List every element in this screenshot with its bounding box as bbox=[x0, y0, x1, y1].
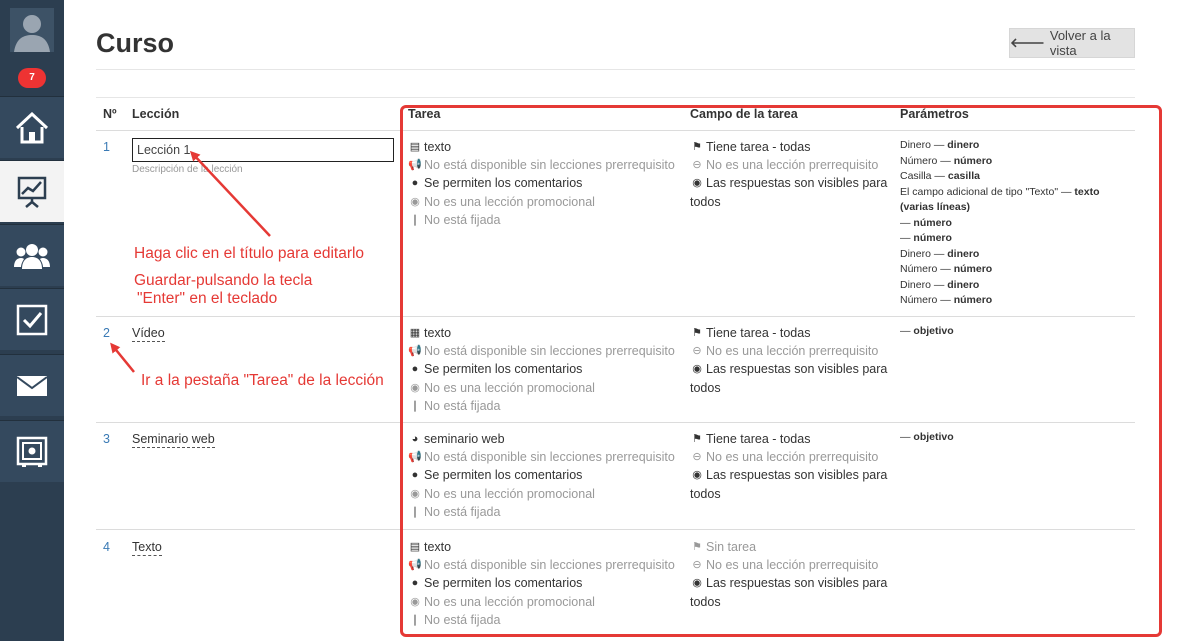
minus-circle-icon: ⊖ bbox=[692, 559, 702, 572]
arrow-to-number bbox=[112, 345, 134, 372]
param-line: — objetivo bbox=[900, 325, 954, 337]
lesson-title-input[interactable]: Lección 1 bbox=[132, 138, 394, 162]
field-task: Tiene tarea - todas bbox=[706, 140, 811, 154]
task-promo: No es una lección promocional bbox=[424, 486, 595, 501]
lesson-title[interactable]: Vídeo bbox=[132, 326, 165, 340]
task-type: texto bbox=[424, 326, 452, 340]
lesson-number[interactable]: 1 bbox=[103, 140, 110, 154]
task-type: seminario web bbox=[424, 432, 505, 446]
param-line: Casilla — casilla bbox=[900, 170, 980, 182]
annotation-save: Guardar-pulsando la tecla bbox=[134, 272, 313, 289]
task-prereq: No está disponible sin lecciones prerrequisito bbox=[424, 158, 675, 173]
annotation-save-enter: "Enter" en el teclado bbox=[137, 290, 278, 307]
col-header-field: Campo de la tarea bbox=[690, 107, 798, 121]
task-comments: Se permiten los comentarios bbox=[424, 176, 583, 191]
megaphone-icon: 📢 bbox=[408, 451, 422, 464]
task-pinned: No está fijada bbox=[424, 612, 501, 627]
field-prereq: No es una lección prerrequisito bbox=[706, 450, 879, 465]
video-icon: ▦ bbox=[409, 327, 421, 339]
comments-icon: ● bbox=[411, 469, 419, 482]
col-header-lesson: Lección bbox=[132, 107, 180, 121]
task-comments: Se permiten los comentarios bbox=[424, 362, 583, 377]
pin-icon: ❙ bbox=[410, 213, 420, 226]
lesson-number[interactable]: 2 bbox=[103, 326, 110, 340]
field-prereq: No es una lección prerrequisito bbox=[706, 344, 879, 359]
lesson-number[interactable]: 3 bbox=[103, 432, 110, 446]
param-line: Número — número bbox=[900, 294, 993, 306]
minus-circle-icon: ⊖ bbox=[692, 159, 702, 172]
flag-icon: ⚑ bbox=[692, 327, 702, 339]
col-header-task: Tarea bbox=[408, 107, 441, 121]
field-answers-cont: todos bbox=[690, 486, 721, 501]
eye-icon: ◉ bbox=[692, 577, 702, 590]
notification-badge[interactable]: 7 bbox=[18, 68, 46, 88]
task-comments: Se permiten los comentarios bbox=[424, 468, 583, 483]
arrow-to-title bbox=[192, 153, 270, 236]
page-title: Curso bbox=[96, 28, 175, 58]
param-line: Número — número bbox=[900, 263, 993, 275]
comments-icon: ● bbox=[411, 577, 419, 590]
megaphone-icon: 📢 bbox=[408, 159, 422, 172]
flag-icon: ⚑ bbox=[692, 433, 702, 445]
param-line: — número bbox=[900, 216, 952, 229]
task-type: texto bbox=[424, 140, 452, 154]
col-header-params: Parámetros bbox=[900, 107, 969, 121]
task-prereq: No está disponible sin lecciones prerrequisito bbox=[424, 558, 675, 573]
task-prereq: No está disponible sin lecciones prerrequisito bbox=[424, 344, 675, 359]
task-comments: Se permiten los comentarios bbox=[424, 576, 583, 591]
param-line: Dinero — dinero bbox=[900, 139, 980, 151]
field-answers-cont: todos bbox=[690, 380, 721, 395]
megaphone-icon: 📢 bbox=[408, 345, 422, 358]
field-answers: Las respuestas son visibles para bbox=[706, 468, 888, 483]
lesson-description[interactable]: Descripción de la lección bbox=[132, 164, 243, 175]
megaphone-icon: 📢 bbox=[408, 559, 422, 572]
headphones-icon: ◕ bbox=[411, 433, 419, 445]
pin-icon: ❙ bbox=[410, 613, 420, 626]
flag-icon: ⚑ bbox=[692, 141, 702, 153]
annotation-go-task: Ir a la pestaña "Tarea" de la lección bbox=[141, 372, 384, 389]
field-answers-cont: todos bbox=[690, 594, 721, 609]
task-pinned: No está fijada bbox=[424, 504, 501, 519]
task-promo: No es una lección promocional bbox=[424, 194, 595, 209]
annotation-edit-title: Haga clic en el título para editarlo bbox=[134, 245, 365, 262]
field-task: Tiene tarea - todas bbox=[706, 326, 811, 340]
comments-icon: ● bbox=[411, 177, 419, 190]
param-line: Dinero — dinero bbox=[900, 278, 980, 291]
pin-icon: ❙ bbox=[410, 399, 420, 412]
param-line: Número — número bbox=[900, 154, 993, 167]
promo-icon: ◉ bbox=[410, 195, 420, 208]
field-answers-cont: todos bbox=[690, 194, 721, 209]
field-prereq: No es una lección prerrequisito bbox=[706, 158, 879, 173]
param-line: El campo adicional de tipo "Texto" — texto bbox=[900, 185, 1100, 198]
field-prereq: No es una lección prerrequisito bbox=[706, 558, 879, 573]
minus-circle-icon: ⊖ bbox=[692, 451, 702, 464]
param-line: — objetivo bbox=[900, 431, 954, 443]
minus-circle-icon: ⊖ bbox=[692, 345, 702, 358]
field-answers: Las respuestas son visibles para bbox=[706, 576, 888, 591]
back-button-label: Volver a la vista bbox=[1049, 28, 1111, 58]
eye-icon: ◉ bbox=[692, 177, 702, 190]
field-answers: Las respuestas son visibles para bbox=[706, 362, 888, 377]
eye-icon: ◉ bbox=[692, 363, 702, 376]
promo-icon: ◉ bbox=[410, 381, 420, 394]
promo-icon: ◉ bbox=[410, 595, 420, 608]
promo-icon: ◉ bbox=[410, 487, 420, 500]
text-doc-icon: ▤ bbox=[409, 141, 421, 153]
task-promo: No es una lección promocional bbox=[424, 380, 595, 395]
param-line: (varias líneas) bbox=[900, 201, 971, 213]
flag-icon: ⚑ bbox=[692, 541, 702, 553]
task-prereq: No está disponible sin lecciones prerrequisito bbox=[424, 450, 675, 465]
task-pinned: No está fijada bbox=[424, 398, 501, 413]
task-promo: No es una lección promocional bbox=[424, 594, 595, 609]
arrow-left-icon: 🡐 bbox=[1010, 35, 1045, 50]
task-pinned: No está fijada bbox=[424, 212, 501, 227]
field-answers: Las respuestas son visibles para bbox=[706, 176, 888, 191]
param-line: — número bbox=[900, 232, 952, 244]
field-task: Tiene tarea - todas bbox=[706, 432, 811, 446]
lesson-title[interactable]: Seminario web bbox=[132, 432, 215, 446]
text-doc-icon: ▤ bbox=[409, 541, 421, 553]
task-type: texto bbox=[424, 540, 452, 554]
col-header-num: Nº bbox=[103, 107, 117, 121]
eye-icon: ◉ bbox=[692, 469, 702, 482]
param-line: Dinero — dinero bbox=[900, 247, 980, 260]
comments-icon: ● bbox=[411, 363, 419, 376]
pin-icon: ❙ bbox=[410, 505, 420, 518]
field-task: Sin tarea bbox=[706, 540, 757, 554]
lesson-title[interactable]: Texto bbox=[132, 540, 162, 554]
lesson-number[interactable]: 4 bbox=[103, 540, 110, 554]
